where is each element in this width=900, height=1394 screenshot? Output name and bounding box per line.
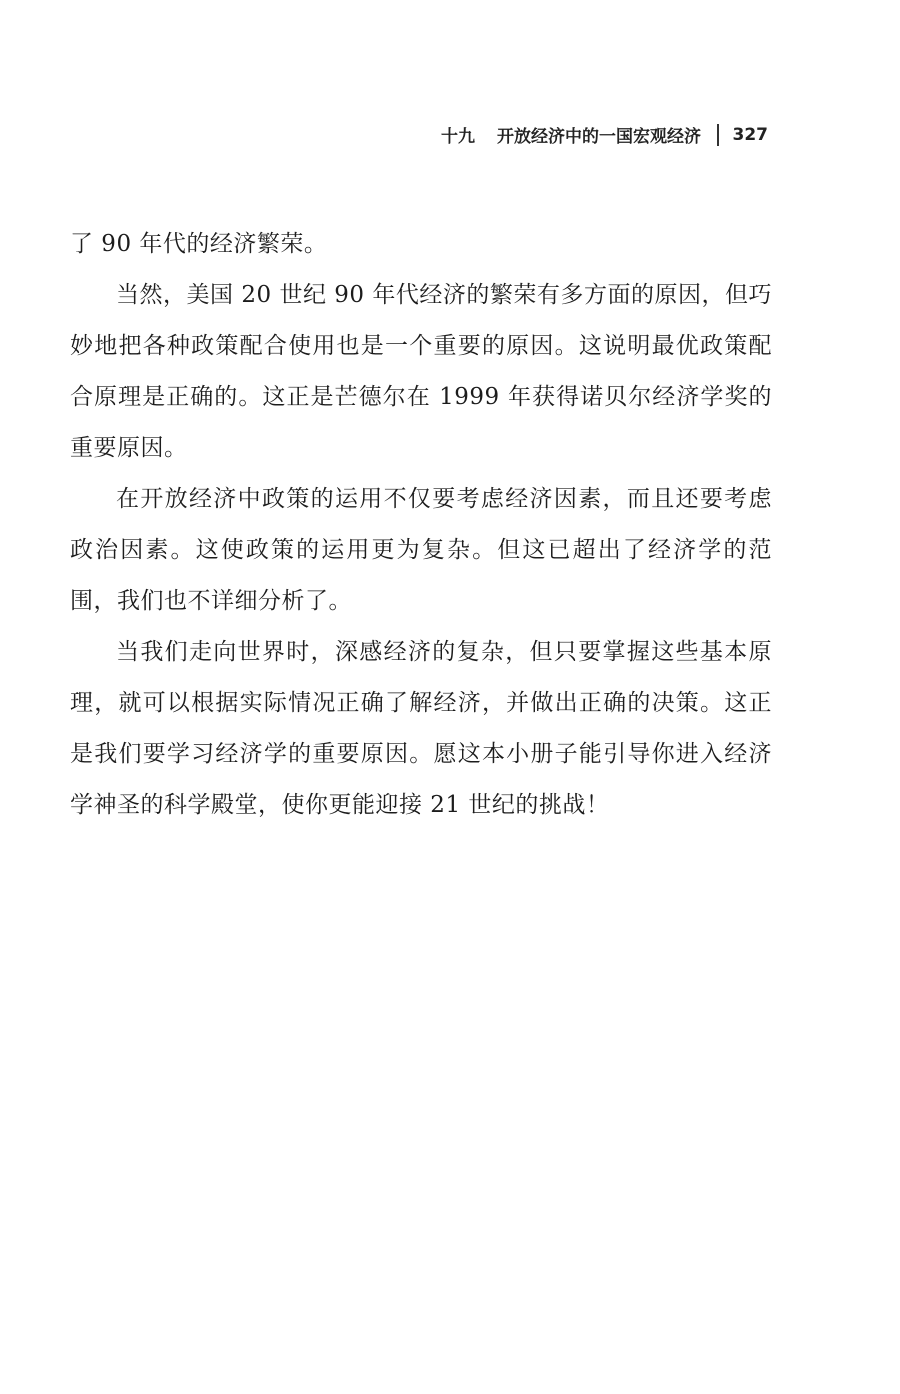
paragraph: 在开放经济中政策的运用不仅要考虑经济因素，而且还要考虑政治因素。这使政策的运用更为复杂。但这已超出了经济学的范围，我们也不详细分析了。 <box>70 486 772 614</box>
running-header <box>441 122 768 147</box>
chapter-title: 开放经济中的一国宏观经济 <box>497 127 701 147</box>
paragraph-continued: 了 90 年代的经济繁荣。 <box>70 231 328 257</box>
paragraph: 当我们走向世界时，深感经济的复杂，但只要掌握这些基本原理，就可以根据实际情况正确了解经济，并做出正确的决策。这正是我们要学习经济学的重要原因。愿这本小册子能引导你进入经济学神圣的科学殿堂，使你更能迎接 21 世纪的挑战！ <box>70 639 772 818</box>
paragraph: 当然，美国 20 世纪 90 年代经济的繁荣有多方面的原因，但巧妙地把各种政策配合使用也是一个重要的原因。这说明最优政策配合原理是正确的。这正是芒德尔在 1999 年获得诺贝尔经济学奖的重要原因。 <box>70 282 772 461</box>
body-text <box>70 219 772 831</box>
header-divider <box>717 124 719 146</box>
page-number: 327 <box>732 124 768 145</box>
chapter-number: 十九 <box>441 127 475 147</box>
